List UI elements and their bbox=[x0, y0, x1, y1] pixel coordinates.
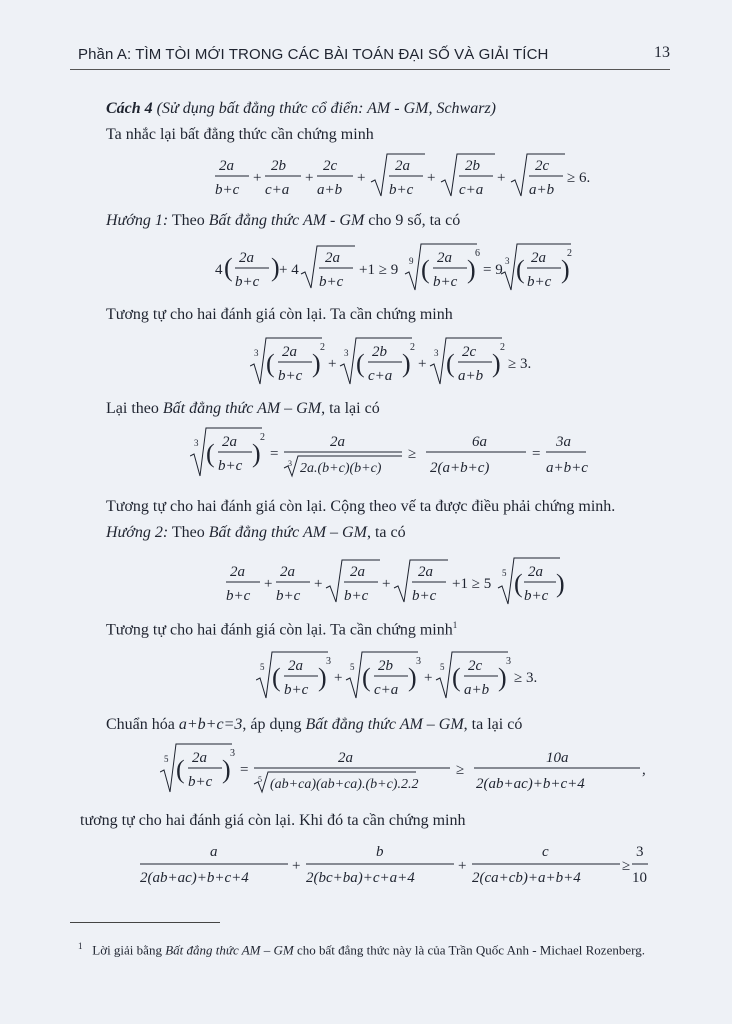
svg-text:9: 9 bbox=[409, 256, 414, 266]
equation-cube-root-bound bbox=[190, 424, 590, 482]
svg-text:(: ( bbox=[514, 569, 523, 598]
footnote-mark: 1 bbox=[78, 941, 83, 951]
svg-text:b+c: b+c bbox=[319, 274, 344, 290]
svg-text:= 9: = 9 bbox=[483, 262, 503, 278]
svg-text:): ) bbox=[271, 253, 280, 282]
svg-text:2a: 2a bbox=[239, 250, 254, 266]
svg-text:3: 3 bbox=[254, 348, 259, 358]
similar-text-3 bbox=[106, 620, 457, 639]
svg-text:(: ( bbox=[516, 255, 525, 284]
svg-text:≥: ≥ bbox=[408, 446, 417, 462]
direction-1-text-b: cho 9 số, ta có bbox=[368, 212, 461, 229]
normalize-text-a: Chuẩn hóa bbox=[106, 716, 175, 733]
svg-text:b+c: b+c bbox=[433, 274, 458, 290]
svg-text:b+c: b+c bbox=[389, 182, 414, 198]
similar-text-1: Tương tự cho hai đánh giá còn lại. Ta cần chứng minh bbox=[106, 306, 453, 323]
svg-text:a+b: a+b bbox=[529, 182, 555, 198]
svg-text:5: 5 bbox=[258, 775, 262, 784]
direction-1-label: Hướng 1: bbox=[106, 212, 169, 229]
svg-text:2b: 2b bbox=[372, 344, 387, 360]
svg-text:2a: 2a bbox=[222, 434, 237, 450]
direction-1-text-a: Theo bbox=[171, 212, 205, 229]
again-text-a: Lại theo bbox=[106, 400, 159, 417]
equation-final-inequality bbox=[140, 838, 650, 888]
svg-text:): ) bbox=[492, 349, 501, 378]
method-heading bbox=[106, 100, 496, 118]
svg-text:2a: 2a bbox=[395, 158, 410, 174]
equation-target-inequality bbox=[215, 152, 595, 200]
svg-text:6: 6 bbox=[475, 248, 480, 259]
svg-text:b+c: b+c bbox=[284, 682, 309, 698]
svg-text:b+c: b+c bbox=[344, 588, 369, 604]
svg-text:2a: 2a bbox=[531, 250, 546, 266]
svg-text:2a: 2a bbox=[192, 750, 207, 766]
direction-1-inequality-name: Bất đẳng thức AM - GM bbox=[208, 212, 365, 229]
svg-text:): ) bbox=[318, 663, 327, 692]
svg-text:2a: 2a bbox=[230, 564, 245, 580]
svg-text:3: 3 bbox=[636, 844, 644, 860]
svg-text:10: 10 bbox=[632, 870, 647, 886]
again-inequality-name: Bất đẳng thức AM – GM bbox=[162, 400, 322, 417]
footnote-text-a: Lời giải bằng bbox=[92, 942, 162, 958]
direction-2-inequality-name: Bất đẳng thức AM – GM bbox=[208, 524, 367, 541]
svg-text:b+c: b+c bbox=[215, 182, 240, 198]
svg-text:+: + bbox=[292, 858, 301, 874]
svg-text:2a.(b+c)(b+c): 2a.(b+c)(b+c) bbox=[300, 461, 382, 476]
svg-text:+1 ≥ 5: +1 ≥ 5 bbox=[452, 576, 492, 592]
method-label: Cách 4 bbox=[106, 100, 153, 117]
svg-text:c+a: c+a bbox=[265, 182, 290, 198]
equation-fifth-root-sum bbox=[256, 648, 546, 702]
svg-text:5: 5 bbox=[164, 754, 169, 764]
svg-text:2a: 2a bbox=[288, 658, 303, 674]
normalize-text-b: , áp dụng bbox=[242, 716, 302, 733]
equation-fifth-root-bound bbox=[160, 740, 650, 798]
svg-text:2c: 2c bbox=[323, 158, 338, 174]
svg-text:+: + bbox=[314, 576, 323, 592]
footnote bbox=[78, 936, 678, 960]
svg-text:(: ( bbox=[446, 349, 455, 378]
svg-text:3: 3 bbox=[434, 348, 439, 358]
svg-text:=: = bbox=[532, 446, 541, 462]
svg-text:4: 4 bbox=[215, 262, 223, 278]
direction-2-text-a: Theo bbox=[171, 524, 205, 541]
method-note: (Sử dụng bất đẳng thức cổ điển: AM - GM, Schwarz) bbox=[156, 100, 496, 117]
svg-text:(ab+ca)(ab+ca).(b+c).2.2: (ab+ca)(ab+ca).(b+c).2.2 bbox=[270, 777, 419, 792]
svg-text:(: ( bbox=[224, 253, 233, 282]
svg-text:5: 5 bbox=[502, 568, 507, 578]
svg-text:(: ( bbox=[362, 663, 371, 692]
footnote-inequality-name: Bất đẳng thức AM – GM bbox=[165, 942, 294, 958]
svg-text:2: 2 bbox=[260, 432, 265, 443]
footnote-reference[interactable]: 1 bbox=[452, 620, 458, 630]
svg-text:b+c: b+c bbox=[218, 458, 243, 474]
svg-text:+: + bbox=[253, 170, 262, 186]
svg-text:2: 2 bbox=[410, 342, 415, 353]
svg-text:3: 3 bbox=[344, 348, 349, 358]
svg-text:2a: 2a bbox=[325, 250, 340, 266]
svg-text:2(ab+ac)+b+c+4: 2(ab+ac)+b+c+4 bbox=[476, 776, 585, 792]
svg-text:≥: ≥ bbox=[456, 762, 465, 778]
svg-text:3: 3 bbox=[230, 748, 235, 759]
similar-text-3-body: Tương tự cho hai đánh giá còn lại. Ta cần chứng minh bbox=[106, 621, 453, 639]
svg-text:b: b bbox=[376, 844, 384, 860]
svg-text:3: 3 bbox=[416, 656, 421, 667]
svg-text:+: + bbox=[497, 170, 506, 186]
direction-2-label: Hướng 2: bbox=[106, 524, 169, 541]
svg-text:5: 5 bbox=[260, 662, 265, 672]
svg-text:b+c: b+c bbox=[235, 274, 260, 290]
svg-text:b+c: b+c bbox=[524, 588, 549, 604]
svg-text:): ) bbox=[498, 663, 507, 692]
equation-amgm-5-terms bbox=[226, 554, 566, 608]
direction-1-intro bbox=[106, 212, 460, 230]
svg-text:2: 2 bbox=[320, 342, 325, 353]
svg-text:2a: 2a bbox=[280, 564, 295, 580]
svg-text:+: + bbox=[382, 576, 391, 592]
normalize-condition: a+b+c=3 bbox=[178, 716, 243, 733]
running-header bbox=[70, 40, 670, 66]
svg-text:(: ( bbox=[272, 663, 281, 692]
svg-text:,: , bbox=[642, 762, 646, 778]
svg-text:2c: 2c bbox=[468, 658, 483, 674]
svg-text:b+c: b+c bbox=[278, 368, 303, 384]
svg-text:=: = bbox=[270, 446, 279, 462]
svg-text:5: 5 bbox=[350, 662, 355, 672]
svg-text:b+c: b+c bbox=[412, 588, 437, 604]
normalize-text bbox=[106, 716, 522, 734]
svg-text:(: ( bbox=[206, 439, 215, 468]
svg-text:≥ 3.: ≥ 3. bbox=[514, 670, 538, 686]
svg-text:2(bc+ba)+c+a+4: 2(bc+ba)+c+a+4 bbox=[306, 870, 415, 886]
header-title: Phần A: TÌM TÒI MỚI TRONG CÁC BÀI TOÁN ĐẠI SỐ VÀ GIẢI TÍCH bbox=[78, 46, 549, 63]
page-number: 13 bbox=[654, 44, 670, 61]
recall-text: Ta nhắc lại bất đẳng thức cần chứng minh bbox=[106, 126, 374, 143]
svg-text:+: + bbox=[418, 356, 427, 372]
svg-text:a+b: a+b bbox=[317, 182, 343, 198]
svg-text:): ) bbox=[408, 663, 417, 692]
svg-text:(: ( bbox=[356, 349, 365, 378]
svg-text:+1 ≥ 9: +1 ≥ 9 bbox=[359, 262, 399, 278]
svg-text:(: ( bbox=[176, 755, 185, 784]
svg-text:): ) bbox=[467, 255, 476, 284]
footnote-text-b: cho bất đẳng thức này là của Trần Quốc Anh - Michael Rozenberg. bbox=[296, 942, 645, 958]
equation-amgm-9-terms bbox=[215, 240, 575, 296]
svg-text:2: 2 bbox=[500, 342, 505, 353]
svg-text:2a: 2a bbox=[338, 750, 353, 766]
svg-text:): ) bbox=[561, 255, 570, 284]
svg-text:+: + bbox=[427, 170, 436, 186]
svg-text:2a: 2a bbox=[437, 250, 452, 266]
svg-text:b+c: b+c bbox=[226, 588, 251, 604]
svg-text:c+a: c+a bbox=[459, 182, 484, 198]
svg-text:2c: 2c bbox=[462, 344, 477, 360]
svg-text:3: 3 bbox=[506, 656, 511, 667]
svg-text:=: = bbox=[240, 762, 249, 778]
svg-text:a: a bbox=[210, 844, 218, 860]
svg-text:2(ca+cb)+a+b+4: 2(ca+cb)+a+b+4 bbox=[472, 870, 581, 886]
svg-text:3a: 3a bbox=[556, 434, 571, 450]
svg-text:5: 5 bbox=[440, 662, 445, 672]
svg-text:2(ab+ac)+b+c+4: 2(ab+ac)+b+c+4 bbox=[140, 870, 249, 886]
svg-text:(: ( bbox=[421, 255, 430, 284]
svg-text:a+b: a+b bbox=[464, 682, 490, 698]
similar-text-2: Tương tự cho hai đánh giá còn lại. Cộng theo vế ta được điều phải chứng minh. bbox=[106, 498, 616, 515]
svg-text:2: 2 bbox=[567, 248, 572, 259]
svg-text:2b: 2b bbox=[465, 158, 480, 174]
header-rule bbox=[70, 69, 670, 70]
svg-text:≥: ≥ bbox=[622, 858, 631, 874]
svg-text:c: c bbox=[542, 844, 549, 860]
svg-text:): ) bbox=[222, 755, 231, 784]
svg-text:3: 3 bbox=[505, 256, 510, 266]
svg-text:2b: 2b bbox=[378, 658, 393, 674]
svg-text:c+a: c+a bbox=[368, 368, 393, 384]
direction-2-text-b: , ta có bbox=[366, 524, 406, 541]
svg-text:2c: 2c bbox=[535, 158, 550, 174]
svg-text:): ) bbox=[312, 349, 321, 378]
svg-text:2a: 2a bbox=[219, 158, 234, 174]
svg-text:b+c: b+c bbox=[188, 774, 213, 790]
normalize-inequality-name: Bất đẳng thức AM – GM bbox=[305, 716, 464, 733]
svg-text:≥ 6.: ≥ 6. bbox=[567, 170, 591, 186]
svg-text:(: ( bbox=[452, 663, 461, 692]
svg-text:+ 4: + 4 bbox=[279, 262, 299, 278]
svg-text:+: + bbox=[357, 170, 366, 186]
svg-text:+: + bbox=[458, 858, 467, 874]
equation-cube-root-sum bbox=[250, 334, 540, 388]
svg-text:b+c: b+c bbox=[276, 588, 301, 604]
svg-text:2a: 2a bbox=[350, 564, 365, 580]
svg-text:2a: 2a bbox=[528, 564, 543, 580]
svg-text:2a: 2a bbox=[418, 564, 433, 580]
svg-text:): ) bbox=[556, 569, 565, 598]
svg-text:+: + bbox=[334, 670, 343, 686]
svg-text:a+b+c: a+b+c bbox=[546, 460, 588, 476]
direction-2-intro bbox=[106, 524, 406, 542]
svg-text:+: + bbox=[424, 670, 433, 686]
svg-text:10a: 10a bbox=[546, 750, 569, 766]
svg-text:2b: 2b bbox=[271, 158, 286, 174]
svg-text:): ) bbox=[402, 349, 411, 378]
svg-text:6a: 6a bbox=[472, 434, 487, 450]
svg-text:3: 3 bbox=[288, 459, 292, 468]
normalize-text-c: , ta lại có bbox=[463, 716, 523, 733]
svg-text:a+b: a+b bbox=[458, 368, 484, 384]
svg-text:3: 3 bbox=[194, 438, 199, 448]
again-text bbox=[106, 400, 380, 418]
svg-text:+: + bbox=[305, 170, 314, 186]
svg-text:b+c: b+c bbox=[527, 274, 552, 290]
svg-text:): ) bbox=[252, 439, 261, 468]
svg-text:+: + bbox=[264, 576, 273, 592]
svg-text:2a: 2a bbox=[282, 344, 297, 360]
svg-text:≥ 3.: ≥ 3. bbox=[508, 356, 532, 372]
again-text-b: , ta lại có bbox=[321, 400, 380, 417]
svg-text:(: ( bbox=[266, 349, 275, 378]
svg-text:2a: 2a bbox=[330, 434, 345, 450]
footnote-rule bbox=[70, 922, 220, 923]
svg-text:3: 3 bbox=[326, 656, 331, 667]
svg-text:+: + bbox=[328, 356, 337, 372]
svg-text:c+a: c+a bbox=[374, 682, 399, 698]
similar-text-4: tương tự cho hai đánh giá còn lại. Khi đó ta cần chứng minh bbox=[80, 812, 466, 829]
svg-text:2(a+b+c): 2(a+b+c) bbox=[430, 460, 490, 476]
